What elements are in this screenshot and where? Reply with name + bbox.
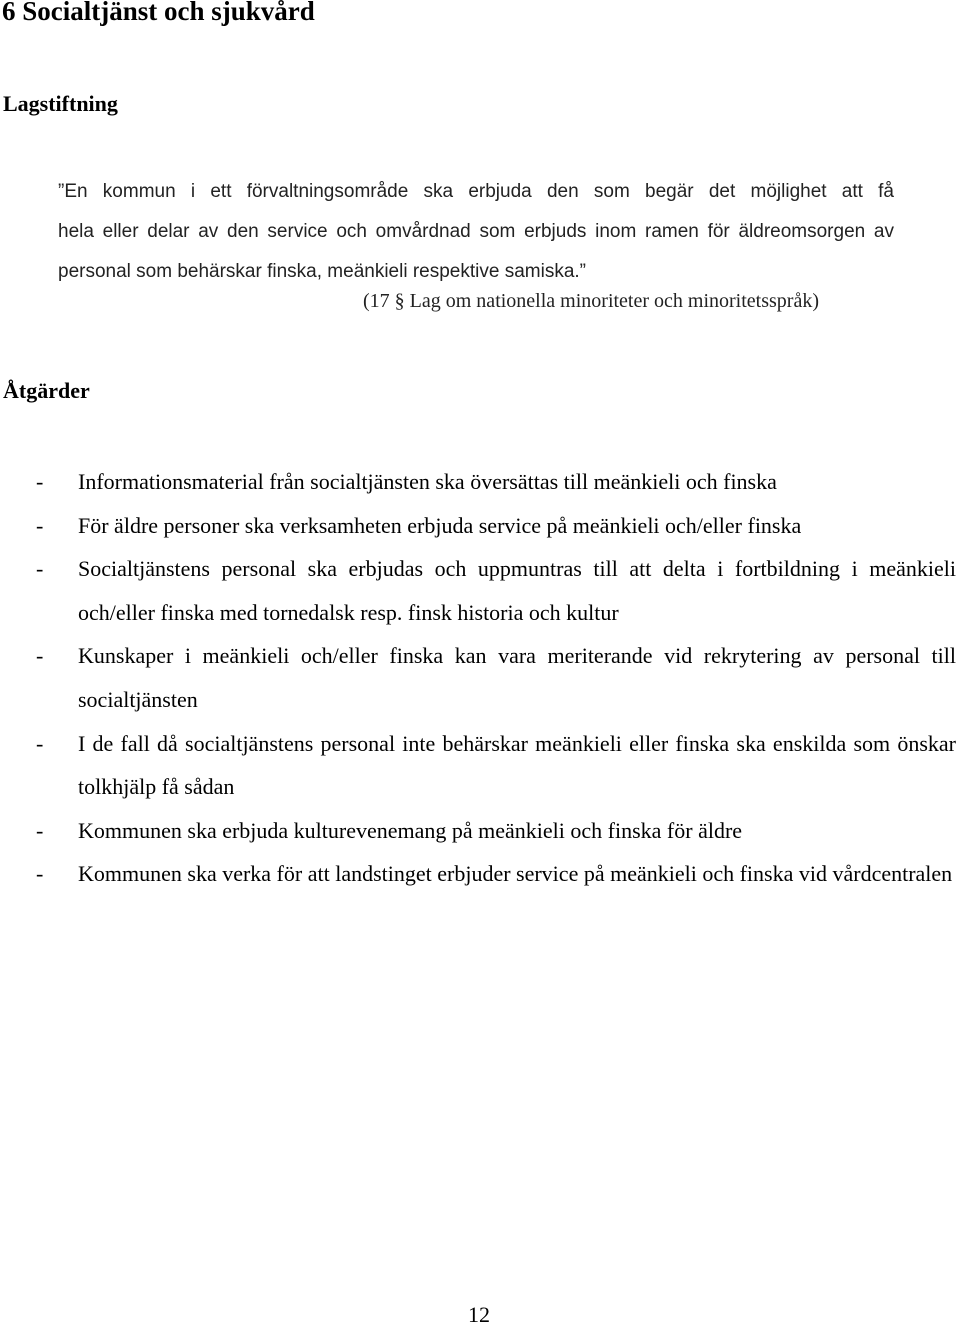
measure-item [0,547,956,634]
list-dash: - [36,861,44,887]
list-dash: - [36,469,44,494]
measure-text: Kommunen ska verka för att landstinget erbjuder service på meänkieli och finska vid vårdcentralen [78,861,953,887]
list-dash: - [36,556,44,582]
measure-item [0,852,956,896]
list-dash: - [36,817,44,843]
measure-item [0,460,956,504]
legislation-quote [58,172,894,292]
list-dash: - [36,643,44,669]
chapter-title: 6 Socialtjänst och sjukvård [2,0,315,26]
section-heading-measures: Åtgärder [3,378,90,403]
list-dash: - [36,512,44,538]
measure-text: Kommunen ska erbjuda kulturevenemang på meänkieli och finska för äldre [78,817,743,843]
measure-item [0,634,956,721]
legal-citation: (17 § Lag om nationella minoriteter och minoritetsspråk) [363,290,819,312]
measure-item [0,809,956,853]
measure-text: För äldre personer ska verksamheten erbjuda service på meänkieli och/eller finska [78,512,802,538]
page-number: 12 [468,1302,490,1327]
measures-list [0,460,960,896]
measure-text: Socialtjänstens personal ska erbjudas och uppmuntras till att delta i fortbildning i meänkieli och/eller finska med tornedalsk resp. finsk historia och kultur [78,556,956,625]
measure-text: Informationsmaterial från socialtjänsten ska översättas till meänkieli och finska [78,469,777,494]
list-dash: - [36,730,44,756]
quote-continuation: hela eller delar av den service och omvårdnad som erbjuds inom ramen för äldreomsorgen av personal som behärskar finska, meänkieli respektive samiska.” [58,221,894,282]
measure-text: Kunskaper i meänkieli och/eller finska kan vara meriterande vid rekrytering av personal till socialtjänsten [78,643,956,712]
quote-line-1: ”En kommun i ett förvaltningsområde ska erbjuda den som begär det möjlighet att få [58,181,894,202]
measure-text: I de fall då socialtjänstens personal inte behärskar meänkieli eller finska ska enskilda som önskar tolkhjälp få sådan [78,730,956,800]
measure-item [0,722,956,809]
measure-item [0,504,956,548]
section-heading-legislation: Lagstiftning [3,91,118,116]
